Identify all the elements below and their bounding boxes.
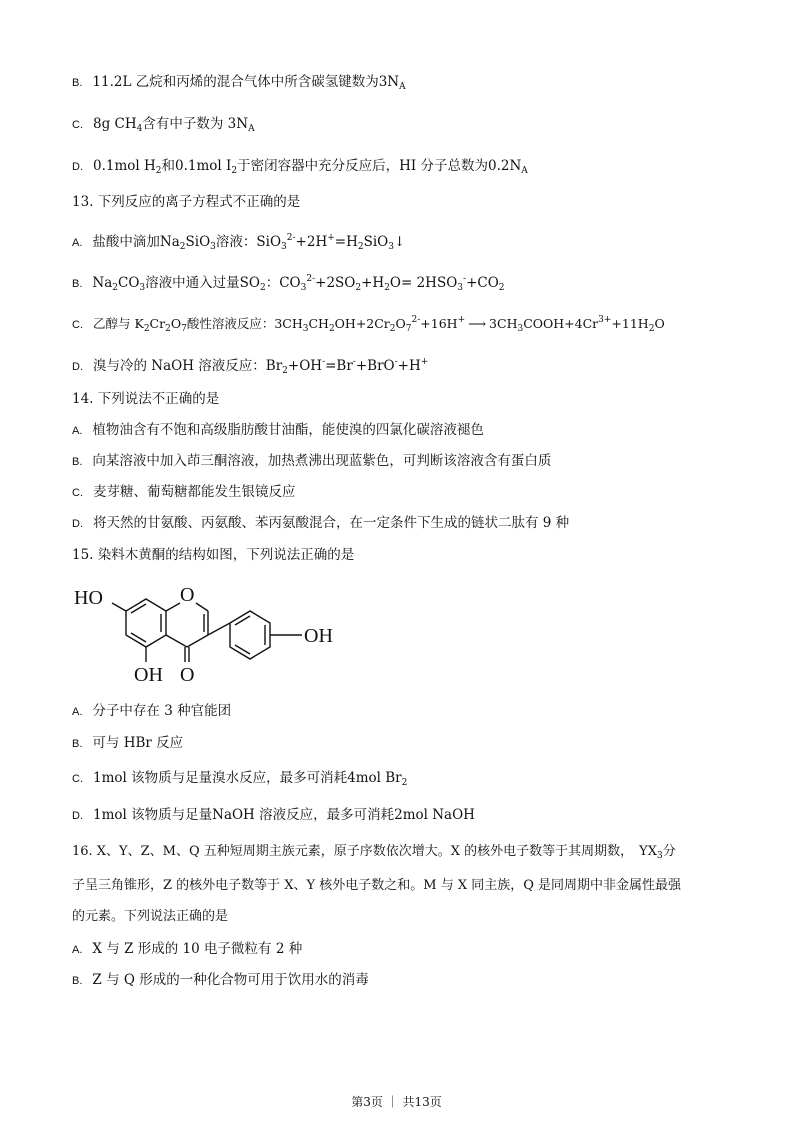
ho-label: HO	[74, 587, 103, 609]
option-label: D.	[72, 810, 83, 822]
benzene-ring-a	[126, 599, 166, 647]
q13-option-a: A. 盐酸中滴加$Na_2SiO_3$溶液：$SiO_3^{2-}+2H^+=H_2SiO_3↓$	[72, 233, 406, 252]
q12-option-d: D. 0.1mol $H_2$和0.1mol $I_2$于密闭容器中充分反应后，HI 分子总数为$0.2N_A$	[72, 158, 528, 176]
q14-option-b: B. 向某溶液中加入茚三酮溶液，加热煮沸出现蓝紫色，可判断该溶液含有蛋白质	[72, 453, 552, 469]
option-label: A.	[72, 425, 83, 437]
q14-option-d: D. 将天然的甘氨酸、丙氨酸、苯丙氨酸混合，在一定条件下生成的链状二肽有 9 种	[72, 515, 570, 531]
reaction-arrow: ⟶	[468, 316, 487, 331]
q16-stem-line3: 的元素。下列说法正确的是	[72, 909, 229, 924]
option-label: B.	[72, 456, 83, 468]
q12-option-b: B. 11.2L 乙烷和丙烯的混合气体中所含碳氢键数为$3N_A$	[72, 74, 406, 92]
option-label: C.	[72, 119, 83, 131]
q15-option-d: D. 1mol 该物质与足量NaOH 溶液反应，最多可消耗2mol NaOH	[72, 807, 475, 823]
q12-option-c: C. 8g $CH_4$含有中子数为 $3N_A$	[72, 116, 255, 134]
q13-option-b: B. $Na_2CO_3$溶液中通入过量$SO_2$：$CO_3^{2-}+2SO_2+H_2O= 2HSO_3^-+CO_2$	[72, 274, 505, 293]
q16-option-a: A. X 与 Z 形成的 10 电子微粒有 2 种	[72, 941, 303, 957]
page-footer: 第3页 ｜ 共13页	[351, 1095, 442, 1109]
q13-option-c: C. 乙醇与 $K_2Cr_2O_7$酸性溶液反应：$3CH_3CH_2OH+2Cr_2O_7^{2-}+16H^+$ ⟶ $3CH_3COOH+4Cr^{3+}+11H_2O$	[72, 315, 665, 334]
option-label: D.	[72, 518, 83, 530]
ring-oxygen-label: O	[180, 584, 195, 606]
q16-option-b: B. Z 与 Q 形成的一种化合物可用于饮用水的消毒	[72, 972, 369, 988]
option-label: A.	[72, 944, 83, 956]
oh-right-label: OH	[304, 625, 333, 647]
q14-stem: 14. 下列说法不正确的是	[72, 391, 220, 407]
option-label: B.	[72, 278, 83, 290]
option-label: B.	[72, 975, 83, 987]
option-label: B.	[72, 738, 83, 750]
option-label: D.	[72, 361, 83, 373]
oh-bottom-label: OH	[134, 664, 163, 686]
q15-option-b: B. 可与 HBr 反应	[72, 735, 184, 751]
option-label: A.	[72, 706, 83, 718]
option-label: D.	[72, 161, 83, 173]
genistein-structure	[70, 578, 360, 688]
option-label: C.	[72, 319, 83, 331]
q14-option-c: C. 麦芽糖、葡萄糖都能发生银镜反应	[72, 484, 296, 500]
carbonyl-oxygen-label: O	[180, 664, 195, 686]
q14-option-a: A. 植物油含有不饱和高级脂肪酸甘油酯，能使溴的四氯化碳溶液褪色	[72, 422, 484, 438]
benzene-ring-b	[230, 611, 270, 659]
q15-option-c: C. 1mol 该物质与足量溴水反应，最多可消耗4mol $Br_2$	[72, 770, 408, 788]
option-label: A.	[72, 237, 83, 249]
q15-option-a: A. 分子中存在 3 种官能团	[72, 703, 232, 719]
option-label: B.	[72, 77, 83, 89]
option-label: C.	[72, 773, 83, 785]
q16-stem-line2: 子呈三角锥形，Z 的核外电子数等于 X、Y 核外电子数之和。M 与 X 同主族，Q 是同周期中非金属性最强	[72, 878, 682, 893]
q16-stem-line1: 16. X、Y、Z、M、Q 五种短周期主族元素，原子序数依次增大。X 的核外电子数等于其周期数， $YX_3$分	[72, 844, 676, 861]
q13-stem: 13. 下列反应的离子方程式不正确的是	[72, 194, 301, 210]
q13-option-d: D. 溴与冷的 NaOH 溶液反应：$Br_2+OH^-=Br^-+BrO^-+H^+$	[72, 357, 429, 376]
option-label: C.	[72, 487, 83, 499]
q15-stem: 15. 染料木黄酮的结构如图，下列说法正确的是	[72, 547, 355, 563]
